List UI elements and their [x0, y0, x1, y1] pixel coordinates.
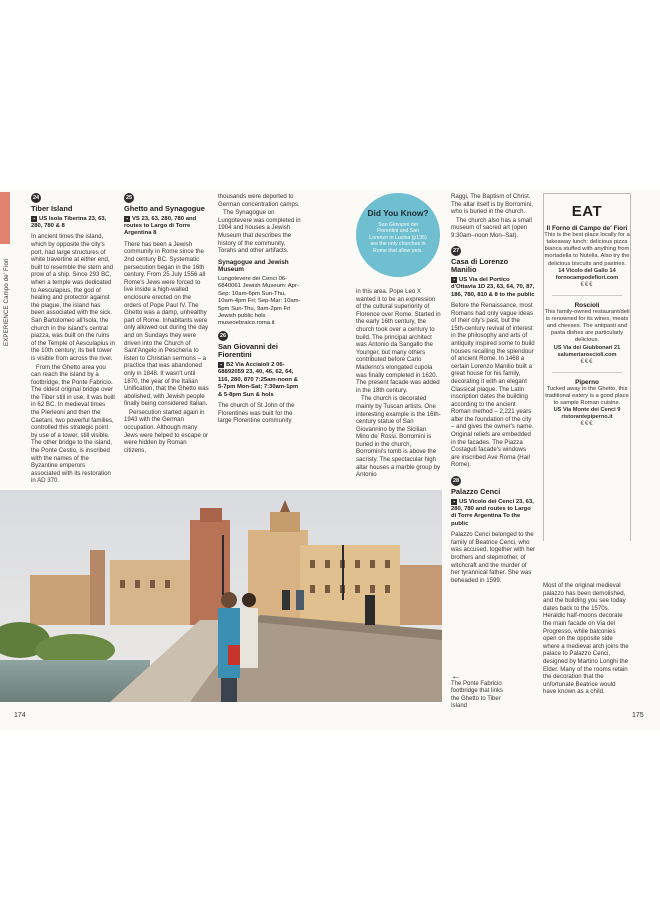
paragraph: In ancient times the island, which by opposite the city's port, had large structures of white travertine at either end, built to resemble the stern and prow of a ship. Since 293 BC, when a temple was dedicated to Aesculapius, the god of healing and protector against the plague, the island has been associated with the sick. San Bartolomeo all'Isola, the church in the island's central piazza, was built on the ruins of the Temple of Aesculapius in the 10th century; its bell tower is visible from across the river.: [31, 233, 115, 362]
entry-title: Tiber Island: [31, 204, 73, 213]
paragraph: in this area. Pope Leo X wanted it to be an expression of the cultural superiority of Florence over Rome. Started in the early 16th century, the church took over a century to build. The principal architect was Antonio da Sangallo the Younger, but many others contributed before Carlo Maderno's elongated cupola was finally completed in 1620. The present facade was added in the 18th century.: [356, 288, 441, 394]
paragraph: Raggi, The Baptism of Christ. The altar itself is by Borromini, who is buried in the church.: [451, 193, 533, 216]
bridge-photo: [0, 490, 442, 702]
map-icon: ▪: [31, 216, 37, 222]
restaurant-price: €€€: [580, 421, 594, 428]
entry-info: ▪ B2 Via Acciaioli 2 06-68892059 23, 40, 46, 62, 64, 116, 280, 870 7:25am-noon & 5-7pm Mon-Sat; 7:30am-1pm & 5-8pm Sun & hols: [218, 361, 299, 398]
restaurant-name: Il Forno di Campo de' Fiori: [546, 225, 628, 233]
paragraph: thousands were deported to German concentration camps.: [218, 193, 300, 208]
map-icon: ▪: [218, 362, 224, 368]
entry-title: San Giovanni dei Fiorentini: [218, 341, 278, 360]
eat-title: EAT: [571, 203, 603, 220]
page-number-right: 175: [632, 712, 644, 719]
entry-title: Casa di Lorenzo Manilio: [451, 256, 509, 275]
entry-ghetto: [124, 193, 210, 455]
paragraph: Persecution started again in 1943 with the German occupation. Although many Jews were helped to escape or were hidden by Roman citizens,: [124, 408, 209, 454]
map-icon: ▪: [124, 216, 130, 222]
sub-heading: Synagogue and Jewish Museum: [218, 258, 289, 274]
restaurant-address: US Via Monte dei Cenci 9 ristorantepiperno.it: [553, 407, 621, 421]
entry-number: 24: [32, 195, 40, 201]
entry-number: 25: [125, 195, 133, 201]
entry-lorenzo: [451, 193, 535, 585]
restaurant-name: Roscioli: [574, 301, 600, 309]
restaurant-address: 14 Vicolo del Gallo 14 fornocampodefiori.com: [555, 267, 619, 281]
photo-illustration: [0, 490, 442, 702]
page-number-left: 174: [14, 712, 26, 719]
paragraph: Palazzo Cenci belonged to the family of Beatrice Cenci, who was accused, together with her brothers and stepmother, of witchcraft and the murder of her tyrannical father. She was beheaded in 1599.: [451, 531, 536, 584]
entry-info: ▪ US Vicolo dei Cenci 23, 63, 280, 780 and routes to Largo di Torre Argentina To the public: [451, 498, 534, 527]
map-icon: ▪: [451, 499, 457, 505]
eat-sidebar: [543, 193, 631, 541]
map-icon: ▪: [451, 277, 457, 283]
restaurant-name: Piperno: [575, 378, 599, 386]
entry-sangiovanni-cont: [356, 288, 441, 480]
entry-number: 28: [452, 478, 460, 485]
paragraph: The church of St John of the Florentines was built for the large Florentine community: [218, 402, 295, 425]
paragraph: The church is decorated mainly by Tuscan artists. One interesting example is the 16th-century statue of San Giovannino by the Sicilian Mino de' Rossi. Borromini is buried in the church, Borromini's tomb is above the sacristy. The spectacular high altar houses a marble group by Antonio: [356, 395, 441, 479]
entry-number: 27: [452, 247, 460, 254]
restaurant-text: This family-owned restaurant/deli is renowned for its wines, meats and cheeses. The antipasti and pasta dishes are particularly delicious.: [544, 309, 630, 344]
restaurant-text: Tucked away in the Ghetto, this traditional eatery is a good place to sample Roman cuisine.: [545, 385, 629, 407]
paragraph: Before the Renaissance, most Romans had only vague ideas of their city's past, but the 15th-century revival of interest in the philosophy and arts of antiquity inspired some to build houses recalling the splendour of ancient Rome. In 1468 a certain Lorenzo Manilio built a great house for his family, decorating it with an elegant Classical plaque. The Latin inscription dates the building according to the ancient Roman method – 2,221 years after the foundation of the city – and gives the owner's name. Original reliefs are embedded in the facades. The Piazza Costaguti facade's windows are inscribed Ave Roma (Hail Rome).: [451, 301, 535, 469]
entry-title: Palazzo Cenci: [451, 487, 501, 497]
entry-cenci-cont: [543, 582, 629, 697]
sub-info: Lungotevere dei Cenci 06-6840061 Jewish Museum: Apr-Sep: 10am-6pm Sun-Thu, 10am-4pm Fri; Sep-Mar: 10am-5pm Sun-Thu, 9am-2pm Fri Jewish public hols museoebraico.roma.it: [218, 275, 301, 327]
paragraph: The church also has a small museum of sacred art (open 9:30am–noon Mon–Sat).: [451, 216, 532, 239]
divider: [552, 372, 622, 373]
entry-title: Ghetto and Synagogue: [124, 204, 205, 213]
restaurant-address: US Via dei Giubbonari 21 salumeriaroscioli.com: [553, 344, 621, 358]
entry-number: 26: [219, 332, 227, 339]
entry-info: ▪ US Isola Tiberina 23, 63, 280, 780 & 8: [31, 215, 107, 229]
did-you-know-title: Did You Know?: [367, 208, 429, 218]
restaurant-price: €€€: [580, 358, 594, 365]
restaurant-text: This is the best place locally for a takeaway lunch: delicious pizza bianca stuffed with anything from mortadella to Nutella. Also try the delicious biscuits and pastries.: [544, 232, 630, 267]
photo-caption: [451, 672, 513, 711]
divider: [552, 295, 622, 296]
restaurant-price: €€€: [580, 281, 594, 288]
arrow-left-icon: ←: [451, 671, 461, 682]
caption-text: The Ponte Fabricio footbridge that links the Ghetto to Tiber Island: [451, 681, 504, 710]
paragraph: The Synagogue on Lungotevere was completed in 1904 and houses a Jewish Museum that describes the history of the community, Torahs and other artifacts.: [218, 209, 301, 255]
did-you-know-text: San Giovanni dei Fiorentini and San Lorenzo in Lucina (p135) are the only churches in Rome that allow pets.: [369, 222, 427, 254]
paragraph: From the Ghetto area you can reach the island by a footbridge, the Ponte Fabricio. The oldest original bridge over the Tiber still in use, it was built in 62 BC. In medieval times the Pierleoni and then the Caetani, two powerful families, controlled this strategic point by use of a tower, still visible. The other bridge to the island, the Ponte Cestio, is inscribed with the names of the Byzantine emperors associated with its restoration in AD 370.: [31, 363, 115, 485]
side-tab-label: EXPERIENCE Campo de' Fiori: [4, 258, 10, 346]
paragraph: Most of the original medieval palazzo has been demolished, and the building you see today dates back to the 1570s. Heraldic half-moons decorate the main facade on Via del Progresso, while balconies open on the opposite side where a medieval arch joins the palace to Palazzo Cenci, designed by Martino Longhi the Elder. Many of the rooms retain the decoration that the unfortunate Beatrice would have known as a child.: [543, 582, 629, 696]
entry-info: ▪ VS 23, 63, 280, 780 and routes to Largo di Torre Argentina 8: [124, 215, 197, 237]
paragraph: There has been a Jewish community in Rome since the 2nd century BC. Systematic persecution began in the 16th century. From 25 July 1556 all Rome's Jews were forced to live inside a high-walled enclosure erected on the orders of Pope Paul IV. The Ghetto was a damp, unhealthy part of Rome. Inhabitants were only allowed out during the day and on Sundays they were driven into the Church of Sant'Angelo in Pescheria to listen to Christian sermons – a practice that was abandoned only in 1848. It wasn't until 1870, the year of the Italian Unification, that the Ghetto was abolished, with Jewish people finally being considered Italian.: [124, 240, 209, 408]
entry-tiber: [31, 193, 115, 486]
entry-info: ▪ US Via del Portico d'Ottavia 1D 23, 63, 64, 70, 87, 186, 780, 810 & 8 to the public: [451, 276, 535, 298]
entry-synagogue: [218, 193, 303, 426]
did-you-know-badge: [356, 193, 440, 277]
